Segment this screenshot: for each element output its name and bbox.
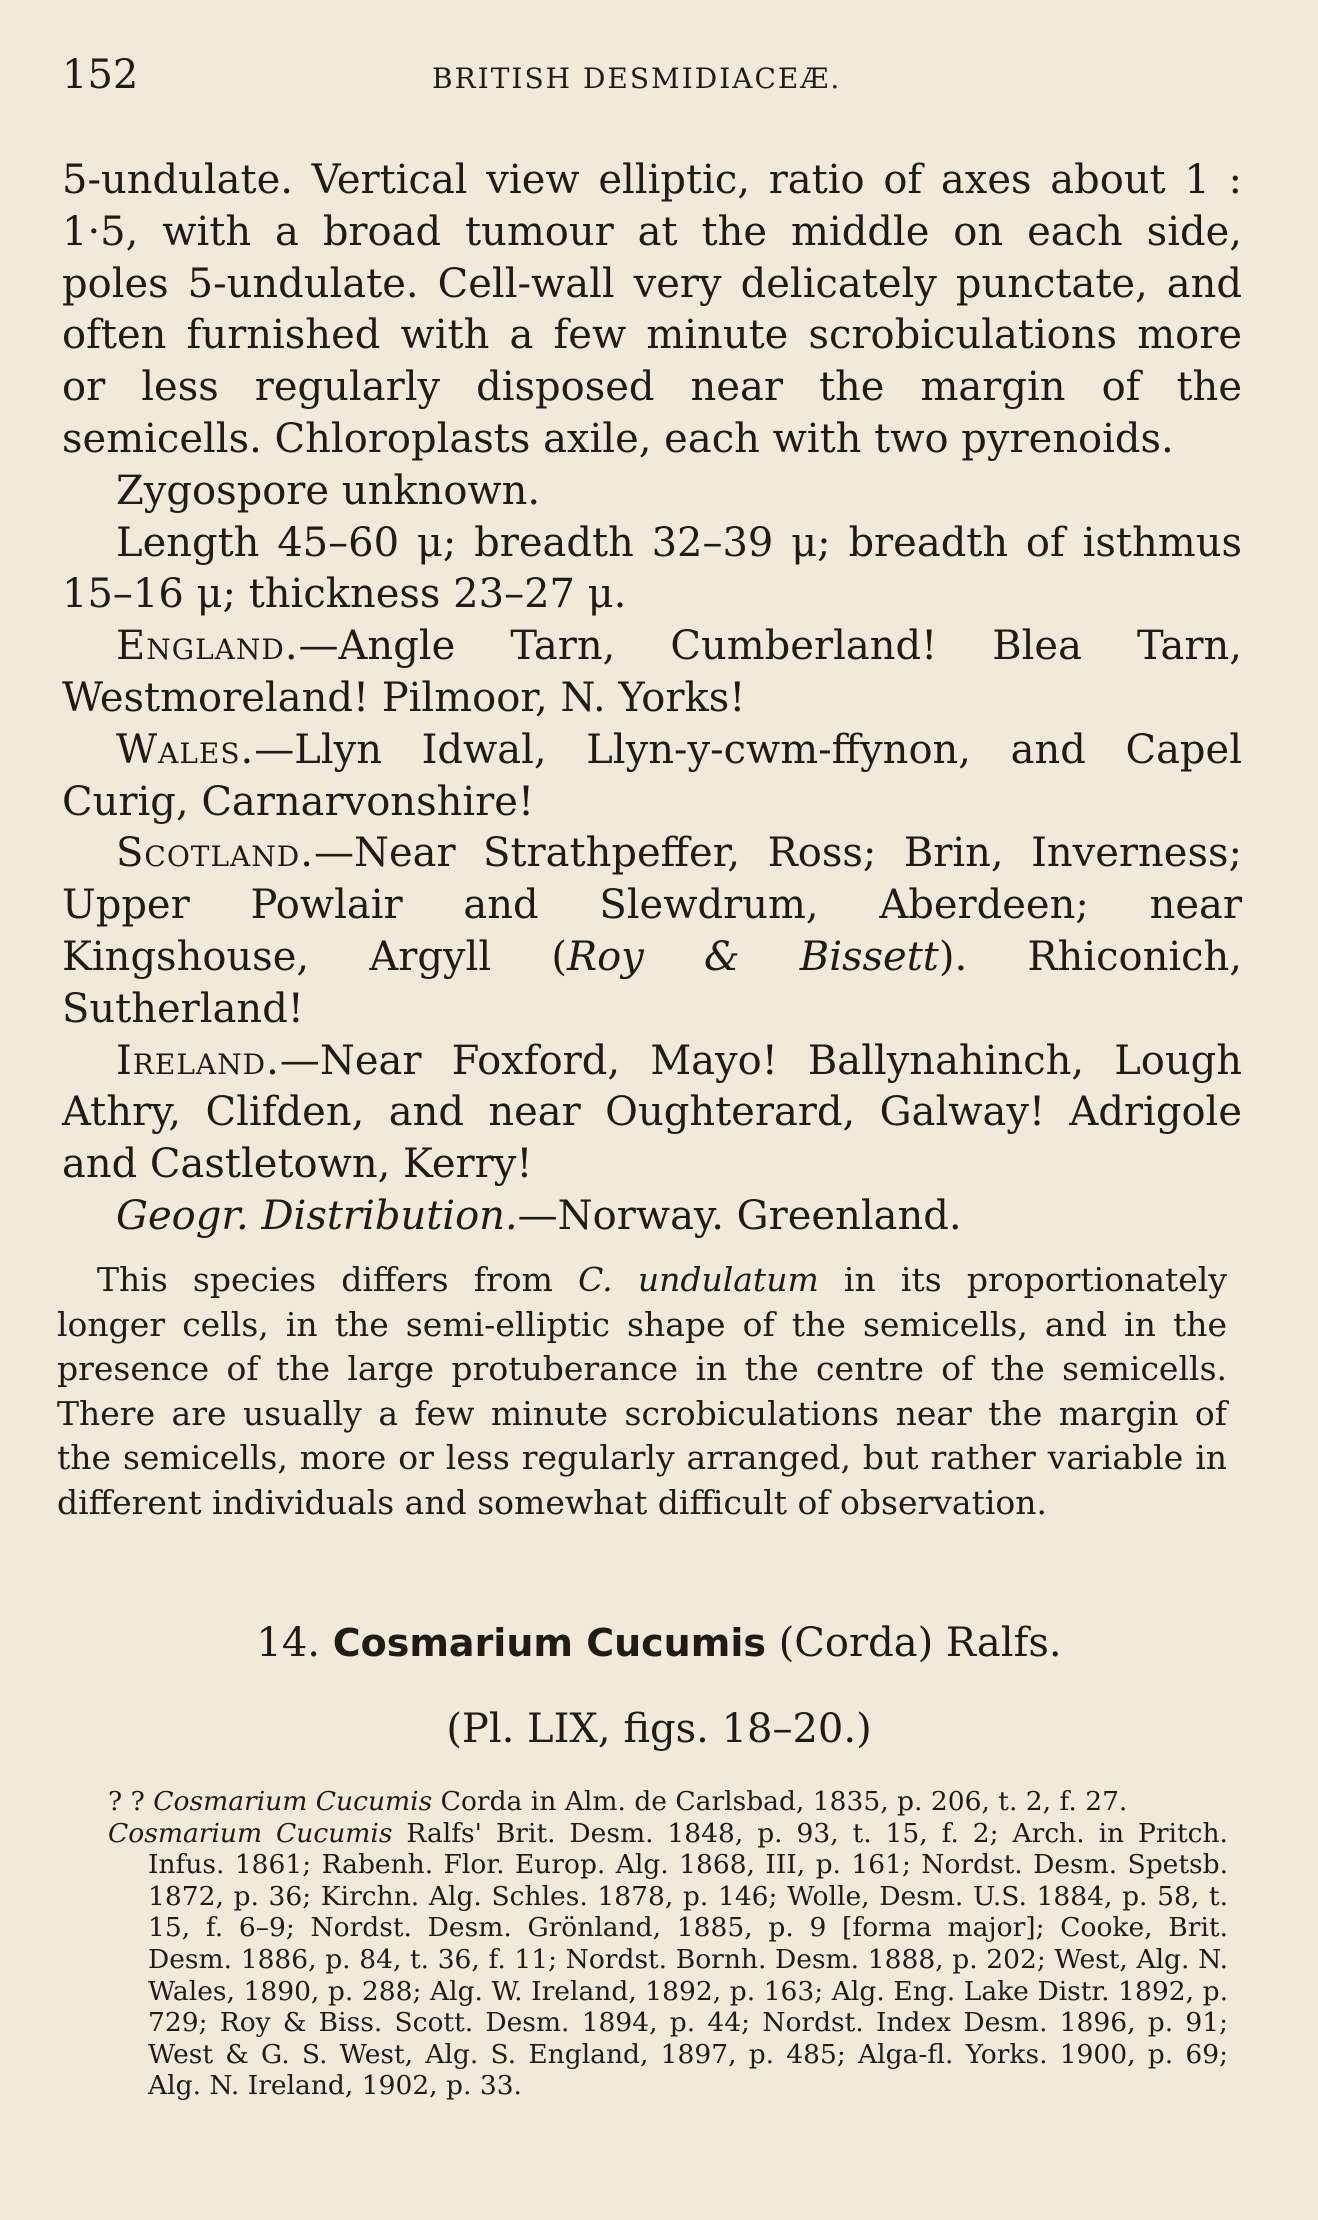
species-name: Cosmarium Cucumis	[332, 1621, 766, 1665]
locality-ireland	[62, 1036, 1242, 1191]
species-number: 14.	[256, 1620, 320, 1666]
locality-england	[62, 621, 1242, 725]
locality-scotland	[62, 828, 1242, 1035]
collector-names: Roy & Bissett	[566, 933, 939, 980]
comparative-note	[57, 1258, 1227, 1525]
distribution-text: —Norway. Greenland.	[517, 1192, 962, 1239]
description-paragraph: 5-undulate. Vertical view elliptic, ratio of axes about 1 : 1·5, with a broad tumour at the middle on each side, poles 5-undulate. Cell-wall very delicately punctate, and often furnished with a few minute scrobiculations more or less regularly disposed near the margin of the semicells. Chloroplasts axile, each with two pyrenoids.	[62, 157, 1242, 462]
note-paragraph	[57, 1258, 1227, 1525]
locality-text: —Llyn Idwal, Llyn-y-cwm-ffynon, and Capel Curig, Carnarvonshire!	[62, 726, 1242, 825]
compared-species: C. undulatum	[578, 1260, 819, 1299]
locality-text: —Near Foxford, Mayo! Ballynahinch, Lough Athry, Clifden, and near Oughterard, Galway! Adrigole and Castletown, Kerry!	[62, 1037, 1242, 1188]
synonymy-block	[108, 1786, 1228, 2102]
synonymy-entry	[108, 1786, 1228, 1818]
locality-text: —Near Strathpeffer, Ross; Brin, Inverness; Upper Powlair and Slewdrum, Aberdeen; near Kingshouse, Argyll (	[62, 830, 1242, 980]
plate-reference: (Pl. LIX, figs. 18–20.)	[446, 1706, 872, 1752]
measurements-line: Length 45–60 μ; breadth 32–39 μ; breadth of isthmus 15–16 μ; thickness 23–27 μ.	[62, 519, 1242, 618]
synonym-citation: Corda in Alm. de Carlsbad, 1835, p. 206, t. 2, f. 27.	[432, 1786, 1128, 1817]
distribution-label: Geogr. Distribution.	[116, 1192, 518, 1239]
locality-label: Ireland.	[116, 1037, 280, 1084]
species-heading	[0, 1620, 1318, 1666]
page-number: 152	[62, 52, 139, 98]
geographic-distribution	[62, 1191, 1242, 1243]
synonym-name: Cosmarium Cucumis	[153, 1786, 433, 1817]
running-title: BRITISH DESMIDIACEÆ.	[432, 62, 842, 95]
query-marks: ? ?	[108, 1786, 154, 1817]
zygospore-line: Zygospore unknown.	[116, 467, 541, 514]
species-authority: (Corda) Ralfs.	[778, 1620, 1062, 1666]
species-description	[62, 155, 1242, 1243]
synonym-citation: Ralfs' Brit. Desm. 1848, p. 93, t. 15, f. 2; Arch. in Pritch. Infus. 1861; Rabenh. Flor. Europ. Alg. 1868, III, p. 161; Nordst. Desm. Spetsb. 1872, p. 36; Kirchn. Alg. Schles. 1878, p. 146; Wolle, Desm. U.S. 1884, p. 58, t. 15, f. 6–9; Nordst. Desm. Grönland, 1885, p. 9 [forma major]; Cooke, Brit. Desm. 1886, p. 84, t. 36, f. 11; Nordst. Bornh. Desm. 1888, p. 202; West, Alg. N. Wales, 1890, p. 288; Alg. W. Ireland, 1892, p. 163; Alg. Eng. Lake Distr. 1892, p. 729; Roy & Biss. Scott. Desm. 1894, p. 44; Nordst. Index Desm. 1896, p. 91; West & G. S. West, Alg. S. England, 1897, p. 485; Alga-fl. Yorks. 1900, p. 69; Alg. N. Ireland, 1902, p. 33.	[148, 1817, 1228, 2102]
locality-label: Wales.	[116, 726, 255, 773]
synonymy-entry	[108, 1818, 1228, 2102]
note-text: This species differs from	[97, 1260, 579, 1299]
locality-label: England.	[116, 623, 299, 670]
note-text: in its proportionately longer cells, in the semi-elliptic shape of the semicells, and in the presence of the large protuberance in the centre of the semicells. There are usually a few minute scrobiculations near the margin of the semicells, more or less regularly arranged, but rather variable in different individuals and somewhat difficult of observation.	[57, 1260, 1227, 1522]
locality-label: Scotland.	[116, 830, 314, 877]
locality-wales	[62, 725, 1242, 829]
locality-text: —Angle Tarn, Cumberland! Blea Tarn, Westmoreland! Pilmoor, N. Yorks!	[62, 623, 1242, 721]
page-header	[62, 52, 1242, 102]
locality-text: ). Rhiconich, Sutherland!	[62, 933, 1243, 1032]
synonym-name: Cosmarium Cucumis	[108, 1817, 393, 1849]
